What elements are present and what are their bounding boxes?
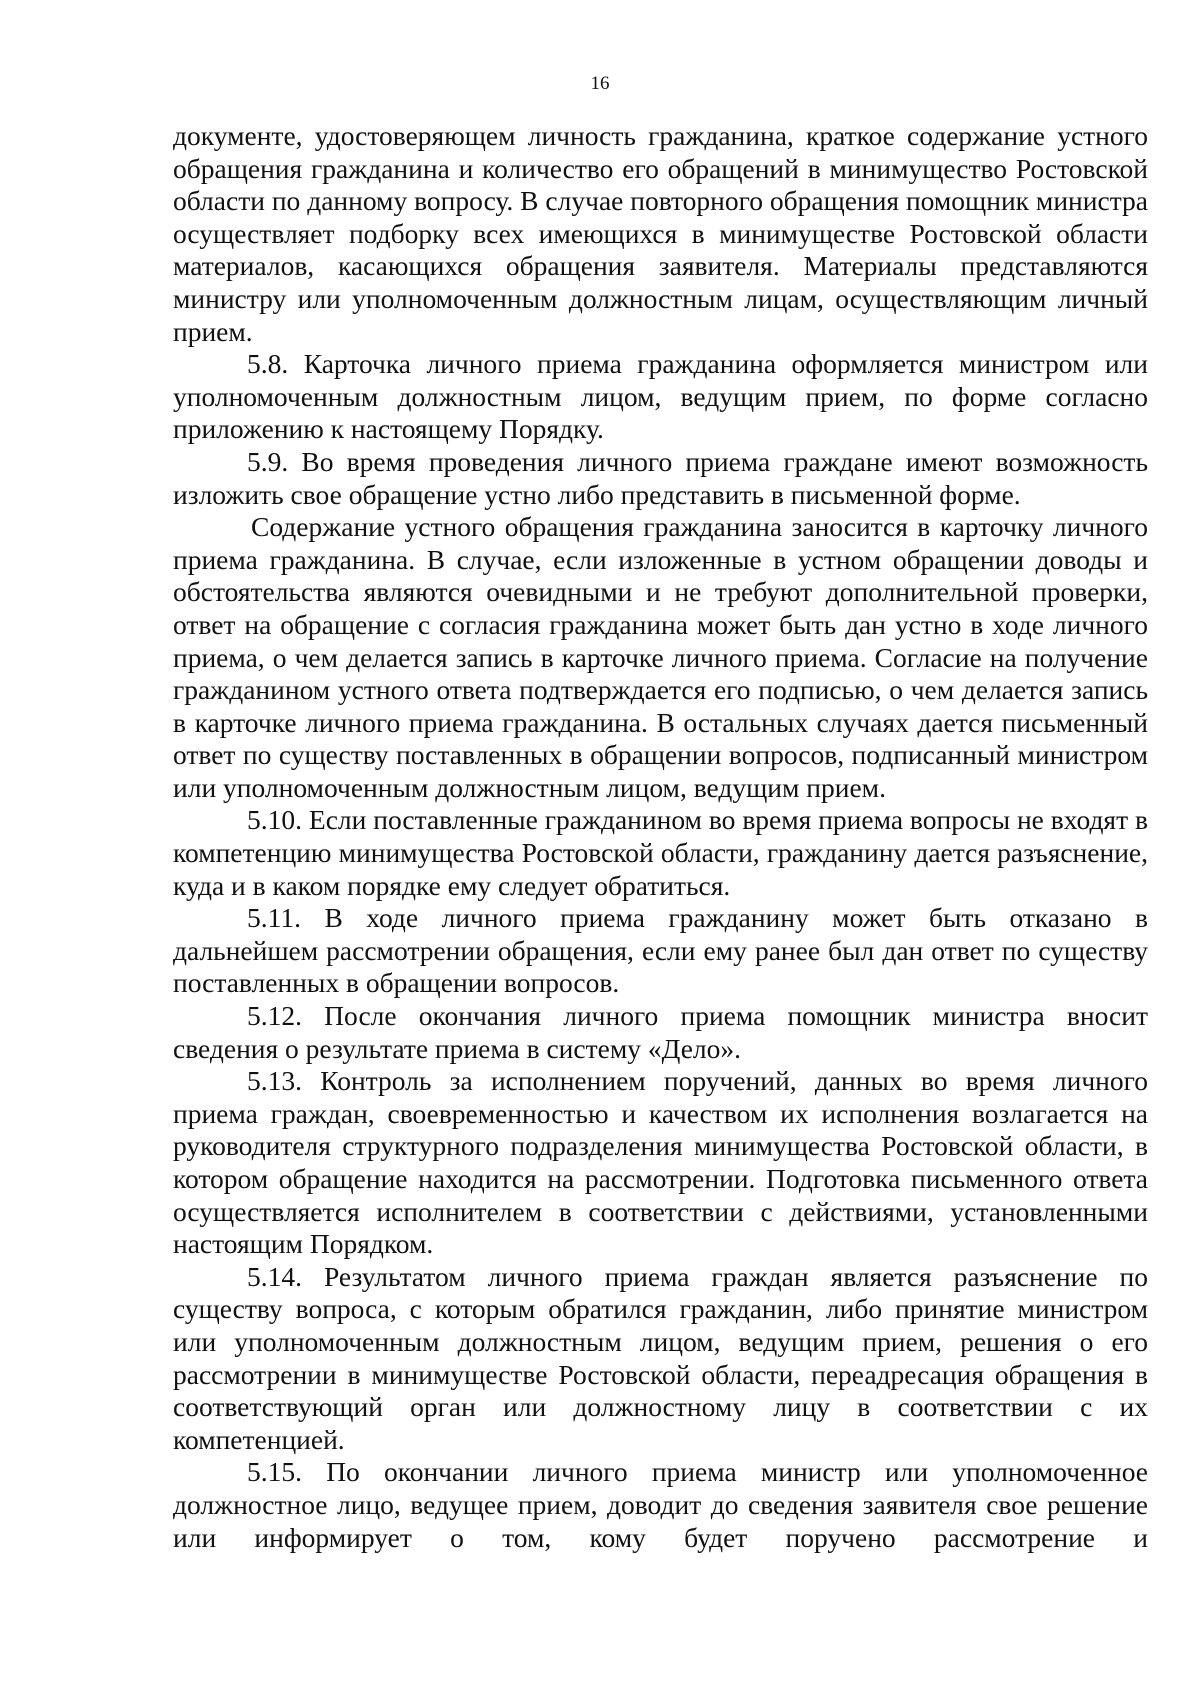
paragraph-5-10: 5.10. Если поставленные гражданином во время приема вопросы не входят в компетенцию минимущества Ростовской области, гражданину дается разъяснение, куда и в каком порядке ему следует обратиться.	[173, 804, 1148, 901]
paragraph-5-14: 5.14. Результатом личного приема граждан является разъяснение по существу вопроса, с которым обратился гражданин, либо принятие министром или уполномоченным должностным лицом, ведущим прием, решения о его рассмотрении в минимуществе Ростовской области, переадресация обращения в соответствующий орган или должностному лицу в соответствии с их компетенцией.	[173, 1260, 1148, 1455]
page-number: 16	[590, 73, 610, 94]
paragraph-5-11: 5.11. В ходе личного приема гражданину может быть отказано в дальнейшем рассмотрении обращения, если ему ранее был дан ответ по существу поставленных в обращении вопросов.	[173, 902, 1148, 999]
paragraph-5-12: 5.12. После окончания личного приема помощник министра вносит сведения о результате приема в систему «Дело».	[173, 1000, 1148, 1064]
paragraph-continuation: документе, удостоверяющем личность гражданина, краткое содержание устного обращения гражданина и количество его обращений в минимущество Ростовской области по данному вопросу. В случае повторного обращения помощник министра осуществляет подборку всех имеющихся в минимуществе Ростовской области материалов, касающихся обращения заявителя. Материалы представляются министру или уполномоченным должностным лицам, осуществляющим личный прием.	[173, 120, 1148, 347]
paragraph-5-9: 5.9. Во время проведения личного приема граждане имеют возможность изложить свое обращение устно либо представить в письменной форме.	[173, 445, 1148, 510]
document-body	[173, 120, 1148, 1554]
paragraph-5-15: 5.15. По окончании личного приема министр или уполномоченное должностное лицо, ведущее прием, доводит до сведения заявителя свое решение или информирует о том, кому будет поручено рассмотрение и	[173, 1456, 1148, 1553]
paragraph-oral-appeal: Содержание устного обращения гражданина заносится в карточку личного приема гражданина. В случае, если изложенные в устном обращении доводы и обстоятельства являются очевидными и не требуют дополнительной проверки, ответ на обращение с согласия гражданина может быть дан устно в ходе личного приема, о чем делается запись в карточке личного приема. Согласие на получение гражданином устного ответа подтверждается его подписью, о чем делается запись в карточке личного приема гражданина. В остальных случаях дается письменный ответ по существу поставленных в обращении вопросов, подписанный министром или уполномоченным должностным лицом, ведущим прием.	[173, 511, 1148, 803]
paragraph-5-13: 5.13. Контроль за исполнением поручений, данных во время личного приема граждан, своевременностью и качеством их исполнения возлагается на руководителя структурного подразделения минимущества Ростовской области, в котором обращение находится на рассмотрении. Подготовка письменного ответа осуществляется исполнителем в соответствии с действиями, установленными настоящим Порядком.	[173, 1065, 1148, 1260]
paragraph-5-8: 5.8. Карточка личного приема гражданина оформляется министром или уполномоченным должностным лицом, ведущим прием, по форме согласно приложению к настоящему Порядку.	[173, 348, 1148, 445]
